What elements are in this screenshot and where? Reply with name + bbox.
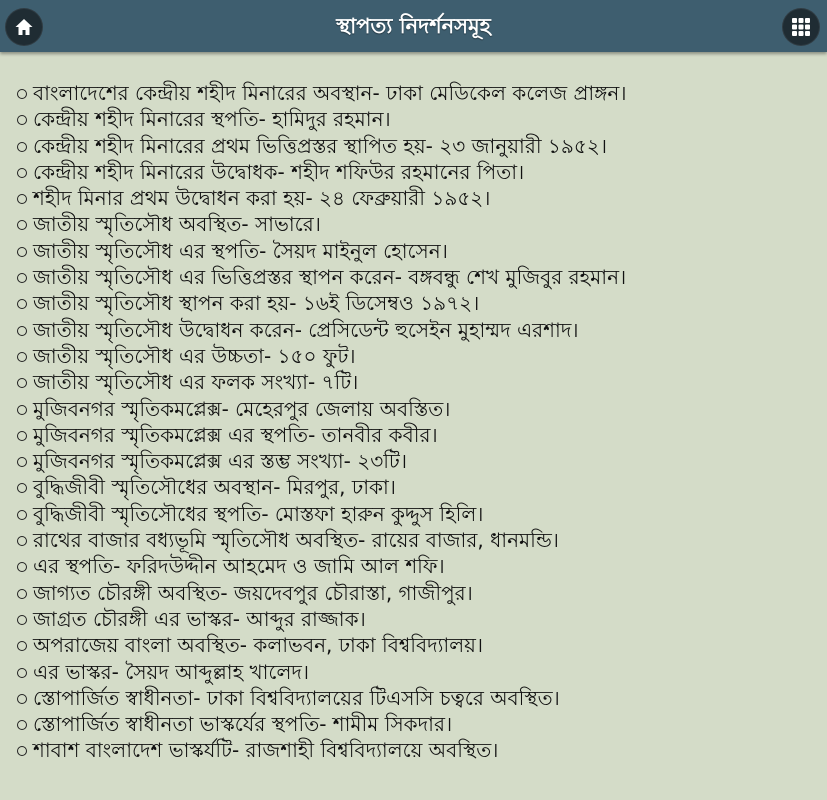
bullet-icon bbox=[17, 299, 27, 309]
bullet-icon bbox=[17, 194, 27, 204]
fact-list-item bbox=[0, 606, 827, 632]
fact-text: জাতীয় স্মৃতিসৌধ এর ভিত্তিপ্রস্তর স্থাপন করেন- বঙ্গবন্ধু শেখ মুজিবুর রহমান। bbox=[33, 265, 627, 290]
bullet-icon bbox=[17, 326, 27, 336]
bullet-icon bbox=[17, 615, 27, 625]
fact-list-item bbox=[0, 317, 827, 343]
bullet-icon bbox=[17, 431, 27, 441]
fact-list-item bbox=[0, 580, 827, 606]
fact-text: জাতীয় স্মৃতিসৌধ স্থাপন করা হয়- ১৬ই ডিসেম্বও ১৯৭২। bbox=[33, 291, 480, 316]
fact-text: জাতীয় স্মৃতিসৌধ এর ফলক সংখ্যা- ৭টি। bbox=[33, 370, 359, 395]
fact-list-item bbox=[0, 290, 827, 316]
fact-list-item bbox=[0, 159, 827, 185]
fact-list-item bbox=[0, 185, 827, 211]
bullet-icon bbox=[17, 562, 27, 572]
bullet-icon bbox=[17, 536, 27, 546]
app-header bbox=[0, 0, 827, 52]
fact-text: শাবাশ বাংলাদেশ ভাস্কর্যটি- রাজশাহী বিশ্ববিদ্যালয়ে অবস্থিত। bbox=[33, 738, 499, 763]
fact-text: কেন্দ্রীয় শহীদ মিনারের প্রথম ভিত্তিপ্রস্তর স্থাপিত হয়- ২৩ জানুয়ারী ১৯৫২। bbox=[33, 133, 608, 158]
bullet-icon bbox=[17, 668, 27, 678]
fact-list-item bbox=[0, 659, 827, 685]
bullet-icon bbox=[17, 168, 27, 178]
bullet-icon bbox=[17, 510, 27, 520]
fact-text: জাগ্রত চৌরঙ্গী এর ভাস্কর- আব্দুর রাজ্জাক। bbox=[33, 606, 366, 631]
bullet-icon bbox=[17, 247, 27, 257]
bullet-icon bbox=[17, 378, 27, 388]
bullet-icon bbox=[17, 720, 27, 730]
bullet-icon bbox=[17, 273, 27, 283]
fact-list-item bbox=[0, 737, 827, 763]
bullet-icon bbox=[17, 641, 27, 651]
fact-text: জাতীয় স্মৃতিসৌধ অবস্থিত- সাভারে। bbox=[33, 212, 321, 237]
fact-list-item bbox=[0, 632, 827, 658]
fact-list-item bbox=[0, 527, 827, 553]
fact-list-item bbox=[0, 264, 827, 290]
grid-menu-icon bbox=[791, 17, 811, 37]
fact-list-item bbox=[0, 448, 827, 474]
bullet-icon bbox=[17, 694, 27, 704]
fact-list-item bbox=[0, 685, 827, 711]
page-title: স্থাপত্য নিদর্শনসমূহ bbox=[336, 14, 491, 38]
bullet-icon bbox=[17, 457, 27, 467]
bullet-icon bbox=[17, 746, 27, 756]
fact-list-item bbox=[0, 553, 827, 579]
bullet-icon bbox=[17, 115, 27, 125]
fact-list-item bbox=[0, 422, 827, 448]
bullet-icon bbox=[17, 220, 27, 230]
bullet-icon bbox=[17, 142, 27, 152]
fact-text: স্তোপার্জিত স্বাধীনতা- ঢাকা বিশ্ববিদ্যালয়ের টিএসসি চত্বরে অবস্থিত। bbox=[33, 685, 560, 710]
fact-list-item bbox=[0, 711, 827, 737]
fact-text: এর স্থপতি- ফরিদউদ্দীন আহমেদ ও জামি আল শফি। bbox=[33, 554, 445, 579]
fact-text: জাগ্যত চৌরঙ্গী অবস্থিত- জয়দেবপুর চৌরাস্তা, গাজীপুর। bbox=[33, 580, 473, 605]
fact-list-item bbox=[0, 238, 827, 264]
fact-text: এর ভাস্কর- সৈয়দ আব্দুল্লাহ খালেদ। bbox=[33, 659, 310, 684]
grid-menu-button[interactable] bbox=[782, 8, 820, 46]
fact-text: অপরাজেয় বাংলা অবস্থিত- কলাভবন, ঢাকা বিশ্ববিদ্যালয়। bbox=[33, 633, 484, 658]
fact-text: মুজিবনগর স্মৃতিকমপ্লেক্স এর স্তম্ভ সংখ্যা- ২৩টি। bbox=[33, 449, 407, 474]
fact-text: বাংলাদেশের কেন্দ্রীয় শহীদ মিনারের অবস্থান- ঢাকা মেডিকেল কলেজ প্রাঙ্গন। bbox=[33, 81, 627, 105]
fact-list bbox=[0, 80, 827, 764]
bullet-icon bbox=[17, 405, 27, 415]
fact-list-item bbox=[0, 474, 827, 500]
fact-text: শহীদ মিনার প্রথম উদ্বোধন করা হয়- ২৪ ফেব্রুয়ারী ১৯৫২। bbox=[33, 186, 491, 211]
bullet-icon bbox=[17, 352, 27, 362]
fact-list-item bbox=[0, 211, 827, 237]
fact-text: কেন্দ্রীয় শহীদ মিনারের উদ্বোধক- শহীদ শফিউর রহমানের পিতা। bbox=[33, 159, 525, 184]
fact-text: মুজিবনগর স্মৃতিকমপ্লেক্স এর স্থপতি- তানবীর কবীর। bbox=[33, 422, 438, 447]
fact-text: কেন্দ্রীয় শহীদ মিনারের স্থপতি- হামিদুর রহমান। bbox=[33, 107, 391, 132]
fact-list-item bbox=[0, 80, 827, 106]
fact-text: মুজিবনগর স্মৃতিকমপ্লেক্স- মেহেরপুর জেলায় অবস্তিত। bbox=[33, 396, 451, 421]
bullet-icon bbox=[17, 89, 27, 99]
fact-text: বুদ্ধিজীবী স্মৃতিসৌধের অবস্থান- মিরপুর, ঢাকা। bbox=[33, 475, 396, 500]
fact-text: বুদ্ধিজীবী স্মৃতিসৌধের স্থপতি- মোস্তফা হারুন কুদ্দুস হিলি। bbox=[33, 501, 484, 526]
bullet-icon bbox=[17, 589, 27, 599]
fact-list-item bbox=[0, 343, 827, 369]
fact-list-item bbox=[0, 106, 827, 132]
fact-list-item bbox=[0, 501, 827, 527]
bullet-icon bbox=[17, 483, 27, 493]
fact-text: জাতীয় স্মৃতিসৌধ এর উচ্চতা- ১৫০ ফুট। bbox=[33, 343, 356, 368]
fact-list-item bbox=[0, 369, 827, 395]
fact-text: স্তোপার্জিত স্বাধীনতা ভাস্কর্যের স্থপতি- শামীম সিকদার। bbox=[33, 712, 453, 737]
fact-list-item bbox=[0, 133, 827, 159]
fact-text: জাতীয় স্মৃতিসৌধ উদ্বোধন করেন- প্রেসিডেন্ট হুসেইন মুহাম্মদ এরশাদ। bbox=[33, 317, 579, 342]
fact-text: রাথের বাজার বধ্যভূমি স্মৃতিসৌধ অবস্থিত- রায়ের বাজার, ধানমন্ডি। bbox=[33, 528, 559, 553]
fact-list-item bbox=[0, 396, 827, 422]
fact-text: জাতীয় স্মৃতিসৌধ এর স্থপতি- সৈয়দ মাইনুল হোসেন। bbox=[33, 238, 448, 263]
